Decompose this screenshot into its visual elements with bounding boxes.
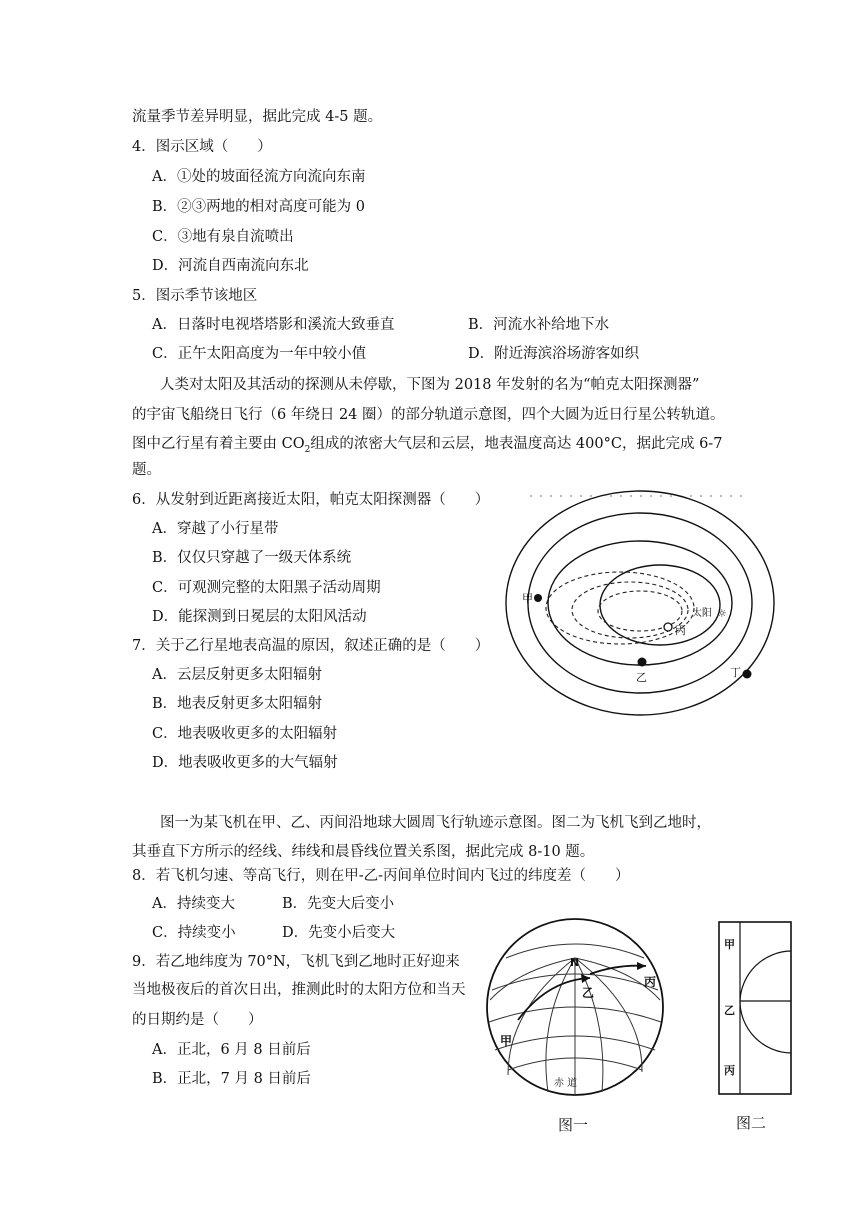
option-5a: A．日落时电视塔塔影和溪流大致垂直 <box>152 317 395 333</box>
point-jia-label: 甲 <box>724 938 735 951</box>
option-6b: B．仅仅只穿越了一级天体系统 <box>152 550 352 566</box>
option-8b: B．先变大后变小 <box>282 896 395 912</box>
option-6d: D．能探测到日冕层的太阳风活动 <box>152 609 367 625</box>
passage-line: 流量季节差异明显，据此完成 4-5 题。 <box>132 109 383 125</box>
orbit-diagram <box>500 490 775 720</box>
question-5: 5．图示季节该地区 <box>132 288 258 304</box>
option-4a: A．①处的坡面径流方向流向东南 <box>152 169 366 185</box>
figure-2-diagram <box>712 918 802 1138</box>
planet-bing-label: 丙 <box>675 624 686 637</box>
planet-jia-label: 甲 <box>522 592 533 605</box>
option-7a: A．云层反射更多太阳辐射 <box>152 667 322 683</box>
question-9-line-1: 9．若乙地纬度为 70°N，飞机飞到乙地时正好迎来 <box>132 954 460 970</box>
option-4c: C．③地有泉自流喷出 <box>152 229 294 245</box>
option-8c: C．持续变小 <box>152 925 236 941</box>
passage-2-line-1: 人类对太阳及其活动的探测从未停歇，下图为 2018 年发射的名为“帕克太阳探测器” <box>160 377 700 393</box>
orbit-bing <box>600 565 720 645</box>
question-8: 8．若飞机匀速、等高飞行，则在甲-乙-丙间单位时间内飞过的纬度差（ ） <box>132 868 630 884</box>
orbit-yi <box>548 541 732 665</box>
point-yi-label: 乙 <box>724 1004 735 1017</box>
option-8d: D．先变小后变大 <box>282 925 396 941</box>
option-7d: D．地表吸收更多的大气辐射 <box>152 755 338 771</box>
option-5c: C．正午太阳高度为一年中较小值 <box>152 346 367 362</box>
planet-ding <box>743 670 752 679</box>
question-6: 6．从发射到近距离接近太阳，帕克太阳探测器（ ） <box>132 492 490 508</box>
question-4: 4．图示区域（ ） <box>132 139 272 155</box>
option-5d: D．附近海滨浴场游客如织 <box>468 346 640 362</box>
question-9-line-2: 当地极夜后的首次日出，推测此时的太阳方位和当天 <box>132 982 466 998</box>
option-7b: B．地表反射更多太阳辐射 <box>152 696 323 712</box>
option-8a: A．持续变大 <box>152 896 235 912</box>
passage-3-line-2: 其垂直下方所示的经线、纬线和晨昏线位置关系图，据此完成 8-10 题。 <box>132 844 595 860</box>
planet-ding-label: 丁 <box>730 666 741 679</box>
passage-2-line-2: 的宇宙飞船绕日飞行（6 年绕日 24 圈）的部分轨道示意图，四个大圆为近日行星公转轨道。 <box>132 407 725 423</box>
option-4b: B．②③两地的相对高度可能为 0 <box>152 199 365 215</box>
equator-label: 赤 道 <box>554 1078 578 1089</box>
question-9-line-3: 的日期约是（ ） <box>132 1012 263 1028</box>
option-6a: A．穿越了小行星带 <box>152 521 279 537</box>
option-6c: C．可观测完整的太阳黑子活动周期 <box>152 580 381 596</box>
north-pole-label: N <box>570 956 580 969</box>
planet-jia <box>534 594 542 602</box>
planet-yi <box>638 658 647 667</box>
figure-1-caption: 图一 <box>558 1116 589 1134</box>
sun-icon: ☼ <box>717 607 727 620</box>
passage-3-line-1: 图一为某飞机在甲、乙、丙间沿地球大圆周飞行轨迹示意图。图二为飞机飞到乙地时， <box>160 815 711 831</box>
point-jia-label: 甲 <box>500 1034 513 1048</box>
point-bing-label: 丙 <box>724 1064 735 1077</box>
option-4d: D．河流自西南流向东北 <box>152 258 309 274</box>
option-9b: B．正北，7 月 8 日前后 <box>152 1071 311 1087</box>
option-7c: C．地表吸收更多的太阳辐射 <box>152 726 338 742</box>
sun-label: 太阳 <box>692 608 712 619</box>
figure-2-caption: 图二 <box>736 1114 767 1132</box>
option-5b: B．河流水补给地下水 <box>468 317 610 333</box>
point-yi-label: 乙 <box>582 986 595 1000</box>
point-bing-label: 丙 <box>644 975 657 989</box>
passage-2-line-4: 题。 <box>132 462 161 478</box>
passage-2-line-3: 图中乙行星有着主要由 $CO_2$组成的浓密大气层和云层，地表温度高达 400°C，据此完成 6-7 <box>132 436 723 455</box>
option-9a: A．正北，6 月 8 日前后 <box>152 1042 311 1058</box>
globe-diagram <box>478 910 673 1140</box>
planet-yi-label: 乙 <box>636 671 647 684</box>
question-7: 7．关于乙行星地表高温的原因，叙述正确的是（ ） <box>132 638 490 654</box>
planet-bing <box>664 623 672 631</box>
